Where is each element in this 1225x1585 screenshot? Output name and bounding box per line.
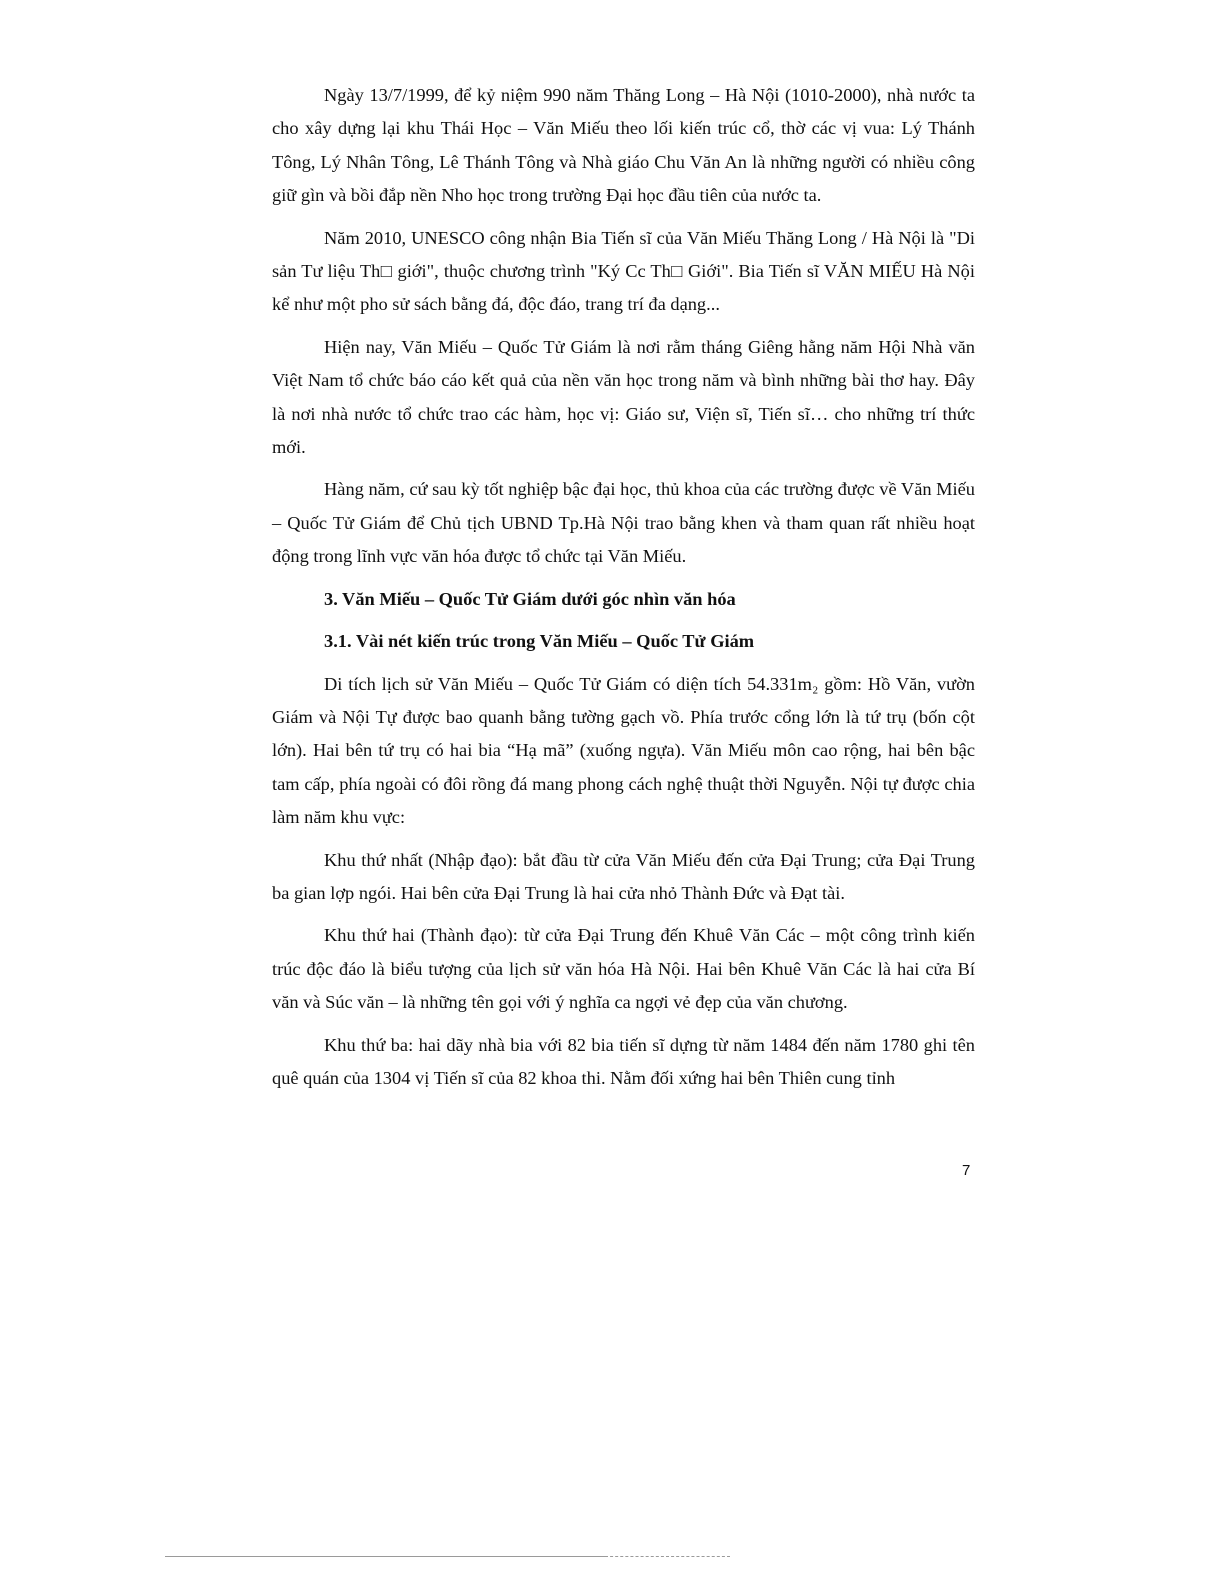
paragraph-site-overview: Di tích lịch sử Văn Miếu – Quốc Tử Giám có diện tích 54.331m₂ gồm: Hồ Văn, vườn Giám và Nội Tự được bao quanh bằng tường gạch vồ. Phía trước cổng lớn là tứ trụ (bốn cột lớn). Hai bên tứ trụ có hai bia “Hạ mã” (xuống ngựa). Văn Miếu môn cao rộng, hai bên bậc tam cấp, phía ngoài có đôi rồng đá mang phong cách nghệ thuật thời Nguyễn. Nội tự được chia làm năm khu vực: <box>272 673 975 828</box>
paragraph-zone-2: Khu thứ hai (Thành đạo): từ cửa Đại Trung đến Khuê Văn Các – một công trình kiến trúc độc đáo là biểu tượng của lịch sử văn hóa Hà Nội. Hai bên Khuê Văn Các là hai cửa Bí văn và Súc văn – là những tên gọi với ý nghĩa ca ngợi vẻ đẹp của văn chương. <box>272 925 975 1013</box>
paragraph-present-day: Hiện nay, Văn Miếu – Quốc Tử Giám là nơi rằm tháng Giêng hằng năm Hội Nhà văn Việt Nam tổ chức báo cáo kết quả của nền văn học trong năm và bình những bài thơ hay. Đây là nơi nhà nước tổ chức trao các hàm, học vị: Giáo sư, Viện sĩ, Tiến sĩ… cho những trí thức mới. <box>272 336 975 458</box>
footer-divider <box>165 1556 605 1557</box>
footer-divider-dashed <box>605 1556 730 1557</box>
page-number: 7 <box>962 1162 971 1179</box>
paragraph-zone-3: Khu thứ ba: hai dãy nhà bia với 82 bia tiến sĩ dựng từ năm 1484 đến năm 1780 ghi tên quê quán của 1304 vị Tiến sĩ của 82 khoa thi. Nằm đối xứng hai bên Thiên cung tỉnh <box>272 1034 975 1088</box>
page-body <box>272 79 975 1104</box>
paragraph-valedictorians: Hàng năm, cứ sau kỳ tốt nghiệp bậc đại học, thủ khoa của các trường được về Văn Miếu – Quốc Tử Giám để Chủ tịch UBND Tp.Hà Nội trao bằng khen và tham quan rất nhiều hoạt động trong lĩnh vực văn hóa được tổ chức tại Văn Miếu. <box>272 479 975 567</box>
paragraph-zone-1: Khu thứ nhất (Nhập đạo): bắt đầu từ cửa Văn Miếu đến cửa Đại Trung; cửa Đại Trung ba gian lợp ngói. Hai bên cửa Đại Trung là hai cửa nhỏ Thành Đức và Đạt tài. <box>272 849 975 903</box>
section-heading-3-1: 3.1. Vài nét kiến trúc trong Văn Miếu – Quốc Tử Giám <box>324 631 755 652</box>
paragraph-unesco: Năm 2010, UNESCO công nhận Bia Tiến sĩ của Văn Miếu Thăng Long / Hà Nội là "Di sản Tư liệu Th□ giới", thuộc chương trình "Ký Cc Th□ Giới". Bia Tiến sĩ VĂN MIẾU Hà Nội kể như một pho sử sách bằng đá, độc đáo, trang trí đa dạng... <box>272 227 975 315</box>
section-heading-3: 3. Văn Miếu – Quốc Tử Giám dưới góc nhìn văn hóa <box>324 588 736 609</box>
paragraph-1999-rebuild: Ngày 13/7/1999, để kỷ niệm 990 năm Thăng Long – Hà Nội (1010-2000), nhà nước ta cho xây dựng lại khu Thái Học – Văn Miếu theo lối kiến trúc cổ, thờ các vị vua: Lý Thánh Tông, Lý Nhân Tông, Lê Thánh Tông và Nhà giáo Chu Văn An là những người có nhiều công giữ gìn và bồi đắp nền Nho học trong trường Đại học đầu tiên của nước ta. <box>272 85 975 206</box>
